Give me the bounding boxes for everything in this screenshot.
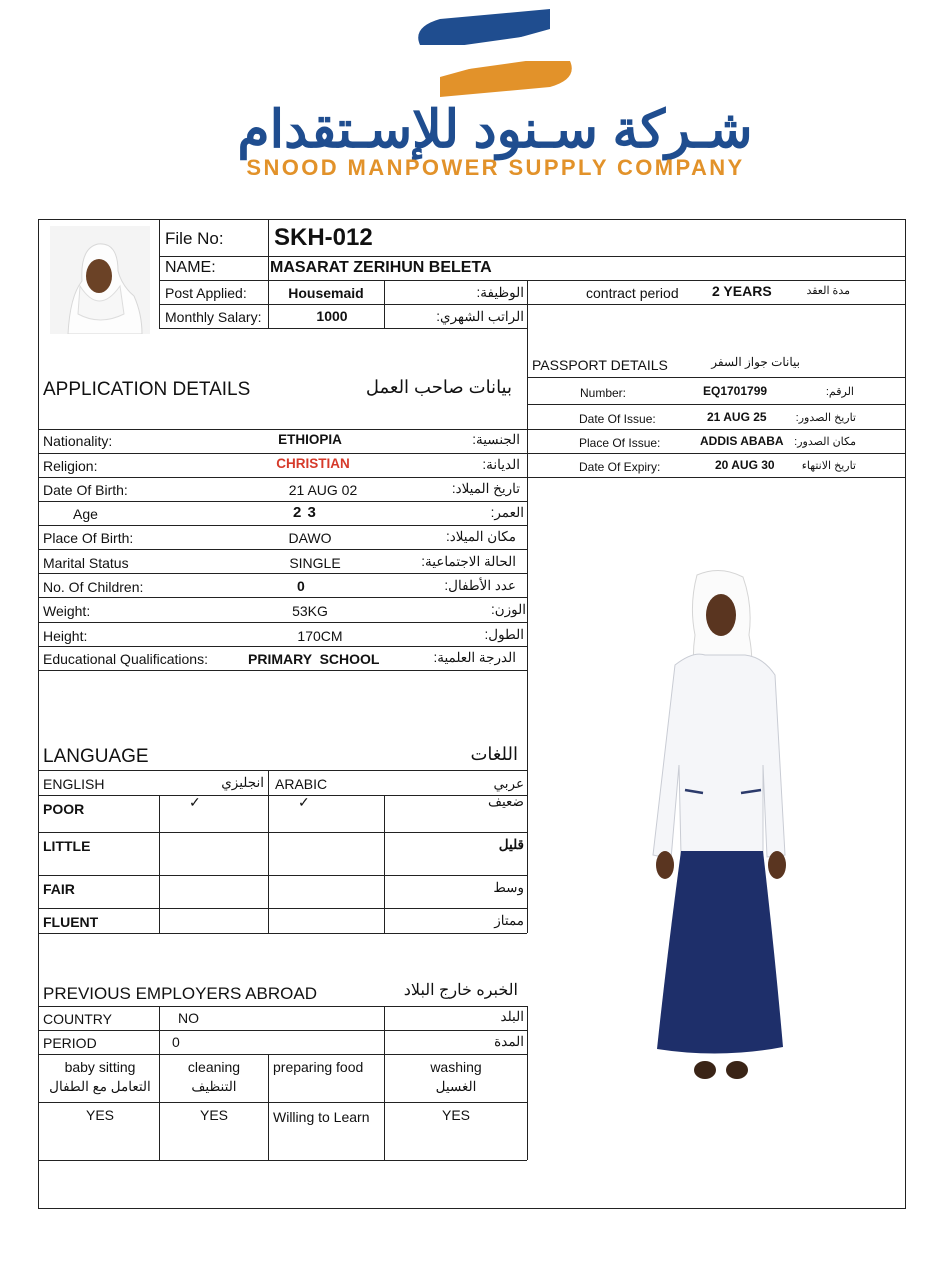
name-value: MASARAT ZERIHUN BELETA — [270, 259, 492, 276]
age-label: Age — [73, 506, 98, 522]
headshot-photo — [50, 226, 150, 334]
level-little-label-ar: قليل — [498, 837, 524, 852]
passport-issue-date-label-ar: تاريخ الصدور: — [795, 412, 856, 424]
passport-expiry-label: Date Of Expiry: — [579, 460, 661, 474]
marital-label: Marital Status — [43, 555, 129, 571]
company-name-english: SNOOD MANPOWER SUPPLY COMPANY — [246, 155, 745, 180]
level-fair-label: FAIR — [43, 881, 75, 897]
passport-issue-place-label: Place Of Issue: — [579, 436, 661, 450]
children-label-ar: عدد الأطفال: — [444, 578, 516, 593]
period-label: PERIOD — [43, 1035, 97, 1051]
weight-value: 53KG — [292, 603, 328, 619]
passport-title-ar: بيانات جواز السفر — [711, 355, 800, 369]
birthplace-label: Place Of Birth: — [43, 530, 134, 546]
english-poor-check-icon: ✓ — [189, 794, 201, 810]
skill-babysitting-label-ar: التعامل مع الطفال — [49, 1079, 151, 1094]
english-label: ENGLISH — [43, 776, 105, 792]
skill-cleaning-label: cleaning — [187, 1059, 241, 1075]
full-body-photo — [645, 565, 795, 1085]
skill-washing-label-ar: الغسيل — [435, 1079, 477, 1094]
nationality-value: ETHIOPIA — [278, 432, 342, 447]
education-label: Educational Qualifications: — [43, 651, 208, 667]
contract-label: contract period — [586, 285, 679, 301]
dob-label-ar: تاريخ الميلاد: — [451, 481, 520, 496]
passport-number-label-ar: الرقم: — [825, 386, 854, 398]
salary-label-ar: الراتب الشهري: — [436, 309, 524, 324]
weight-label: Weight: — [43, 603, 91, 619]
skill-babysitting-value: YES — [85, 1107, 114, 1123]
post-label: Post Applied: — [165, 285, 247, 301]
passport-number-label: Number: — [580, 386, 627, 400]
experience-title-ar: الخبره خارج البلاد — [403, 982, 518, 999]
birthplace-label-ar: مكان الميلاد: — [445, 529, 516, 544]
arabic-label: ARABIC — [275, 776, 328, 792]
skill-cooking-value: Willing to Learn — [273, 1109, 370, 1125]
passport-issue-place-value: ADDIS ABABA — [700, 434, 784, 448]
marital-value: SINGLE — [289, 555, 341, 571]
language-title: LANGUAGE — [43, 746, 149, 767]
period-label-ar: المدة — [494, 1034, 524, 1049]
country-label: COUNTRY — [43, 1011, 112, 1027]
country-label-ar: البلد — [500, 1009, 524, 1024]
level-fluent-label: FLUENT — [43, 914, 99, 930]
application-title: APPLICATION DETAILS — [43, 379, 251, 400]
passport-number-value: EQ1701799 — [703, 384, 768, 398]
height-value: 170CM — [297, 628, 343, 644]
skill-washing-label: washing — [430, 1059, 482, 1075]
skill-washing-value: YES — [441, 1107, 470, 1123]
salary-value: 1000 — [316, 308, 348, 324]
religion-label: Religion: — [43, 458, 98, 474]
age-value: 2 3 — [293, 504, 317, 521]
arabic-label-ar: عربي — [493, 776, 524, 791]
religion-label-ar: الديانة: — [482, 457, 520, 472]
contract-value: 2 YEARS — [712, 283, 772, 299]
passport-expiry-value: 20 AUG 30 — [715, 458, 775, 472]
experience-title: PREVIOUS EMPLOYERS ABROAD — [43, 984, 317, 1003]
application-title-ar: بيانات صاحب العمل — [365, 377, 512, 397]
level-little-label: LITTLE — [43, 838, 91, 854]
post-label-ar: الوظيفة: — [476, 285, 524, 300]
passport-issue-date-value: 21 AUG 25 — [707, 410, 767, 424]
age-label-ar: العمر: — [490, 505, 524, 520]
religion-value: CHRISTIAN — [276, 456, 350, 471]
file-no-value: SKH-012 — [274, 224, 373, 251]
weight-label-ar: الوزن: — [490, 602, 526, 617]
salary-label: Monthly Salary: — [165, 309, 262, 325]
passport-issue-place-label-ar: مكان الصدور: — [794, 436, 856, 448]
language-title-ar: اللغات — [470, 744, 518, 764]
period-value: 0 — [172, 1034, 180, 1050]
nationality-label: Nationality: — [43, 433, 113, 449]
level-poor-label-ar: ضعيف — [487, 794, 524, 809]
contract-label-ar: مدة العقد — [806, 285, 850, 297]
education-label-ar: الدرجة العلمية: — [433, 650, 516, 665]
passport-title: PASSPORT DETAILS — [532, 357, 668, 373]
country-value: NO — [178, 1010, 199, 1026]
children-label: No. Of Children: — [43, 579, 144, 595]
level-poor-label: POOR — [43, 801, 85, 817]
english-label-ar: انجليزي — [221, 775, 264, 790]
skill-cleaning-label-ar: التنظيف — [191, 1079, 237, 1094]
marital-label-ar: الحالة الاجتماعية: — [421, 554, 516, 569]
nationality-label-ar: الجنسية: — [472, 432, 520, 447]
dob-value: 21 AUG 02 — [288, 482, 358, 498]
passport-issue-date-label: Date Of Issue: — [579, 412, 656, 426]
company-name-arabic: شـركة سـنود للإسـتقدام — [237, 101, 753, 159]
skill-cleaning-value: YES — [199, 1107, 228, 1123]
post-value: Housemaid — [288, 285, 364, 301]
dob-label: Date Of Birth: — [43, 482, 128, 498]
level-fair-label-ar: وسط — [493, 880, 524, 895]
name-label: NAME: — [165, 259, 216, 276]
education-value: PRIMARY SCHOOL — [248, 651, 380, 667]
skill-babysitting-label: baby sitting — [64, 1059, 136, 1075]
arabic-poor-check-icon: ✓ — [298, 794, 310, 810]
birthplace-value: DAWO — [288, 530, 332, 546]
level-fluent-label-ar: ممتاز — [494, 913, 524, 928]
logo-emblem-icon — [400, 5, 590, 100]
height-label-ar: الطول: — [484, 627, 524, 642]
children-value: 0 — [297, 578, 305, 594]
height-label: Height: — [43, 628, 88, 644]
file-no-label: File No: — [165, 229, 224, 248]
passport-expiry-label-ar: تاريخ الانتهاء — [801, 460, 856, 472]
skill-cooking-label: preparing food — [273, 1059, 364, 1075]
